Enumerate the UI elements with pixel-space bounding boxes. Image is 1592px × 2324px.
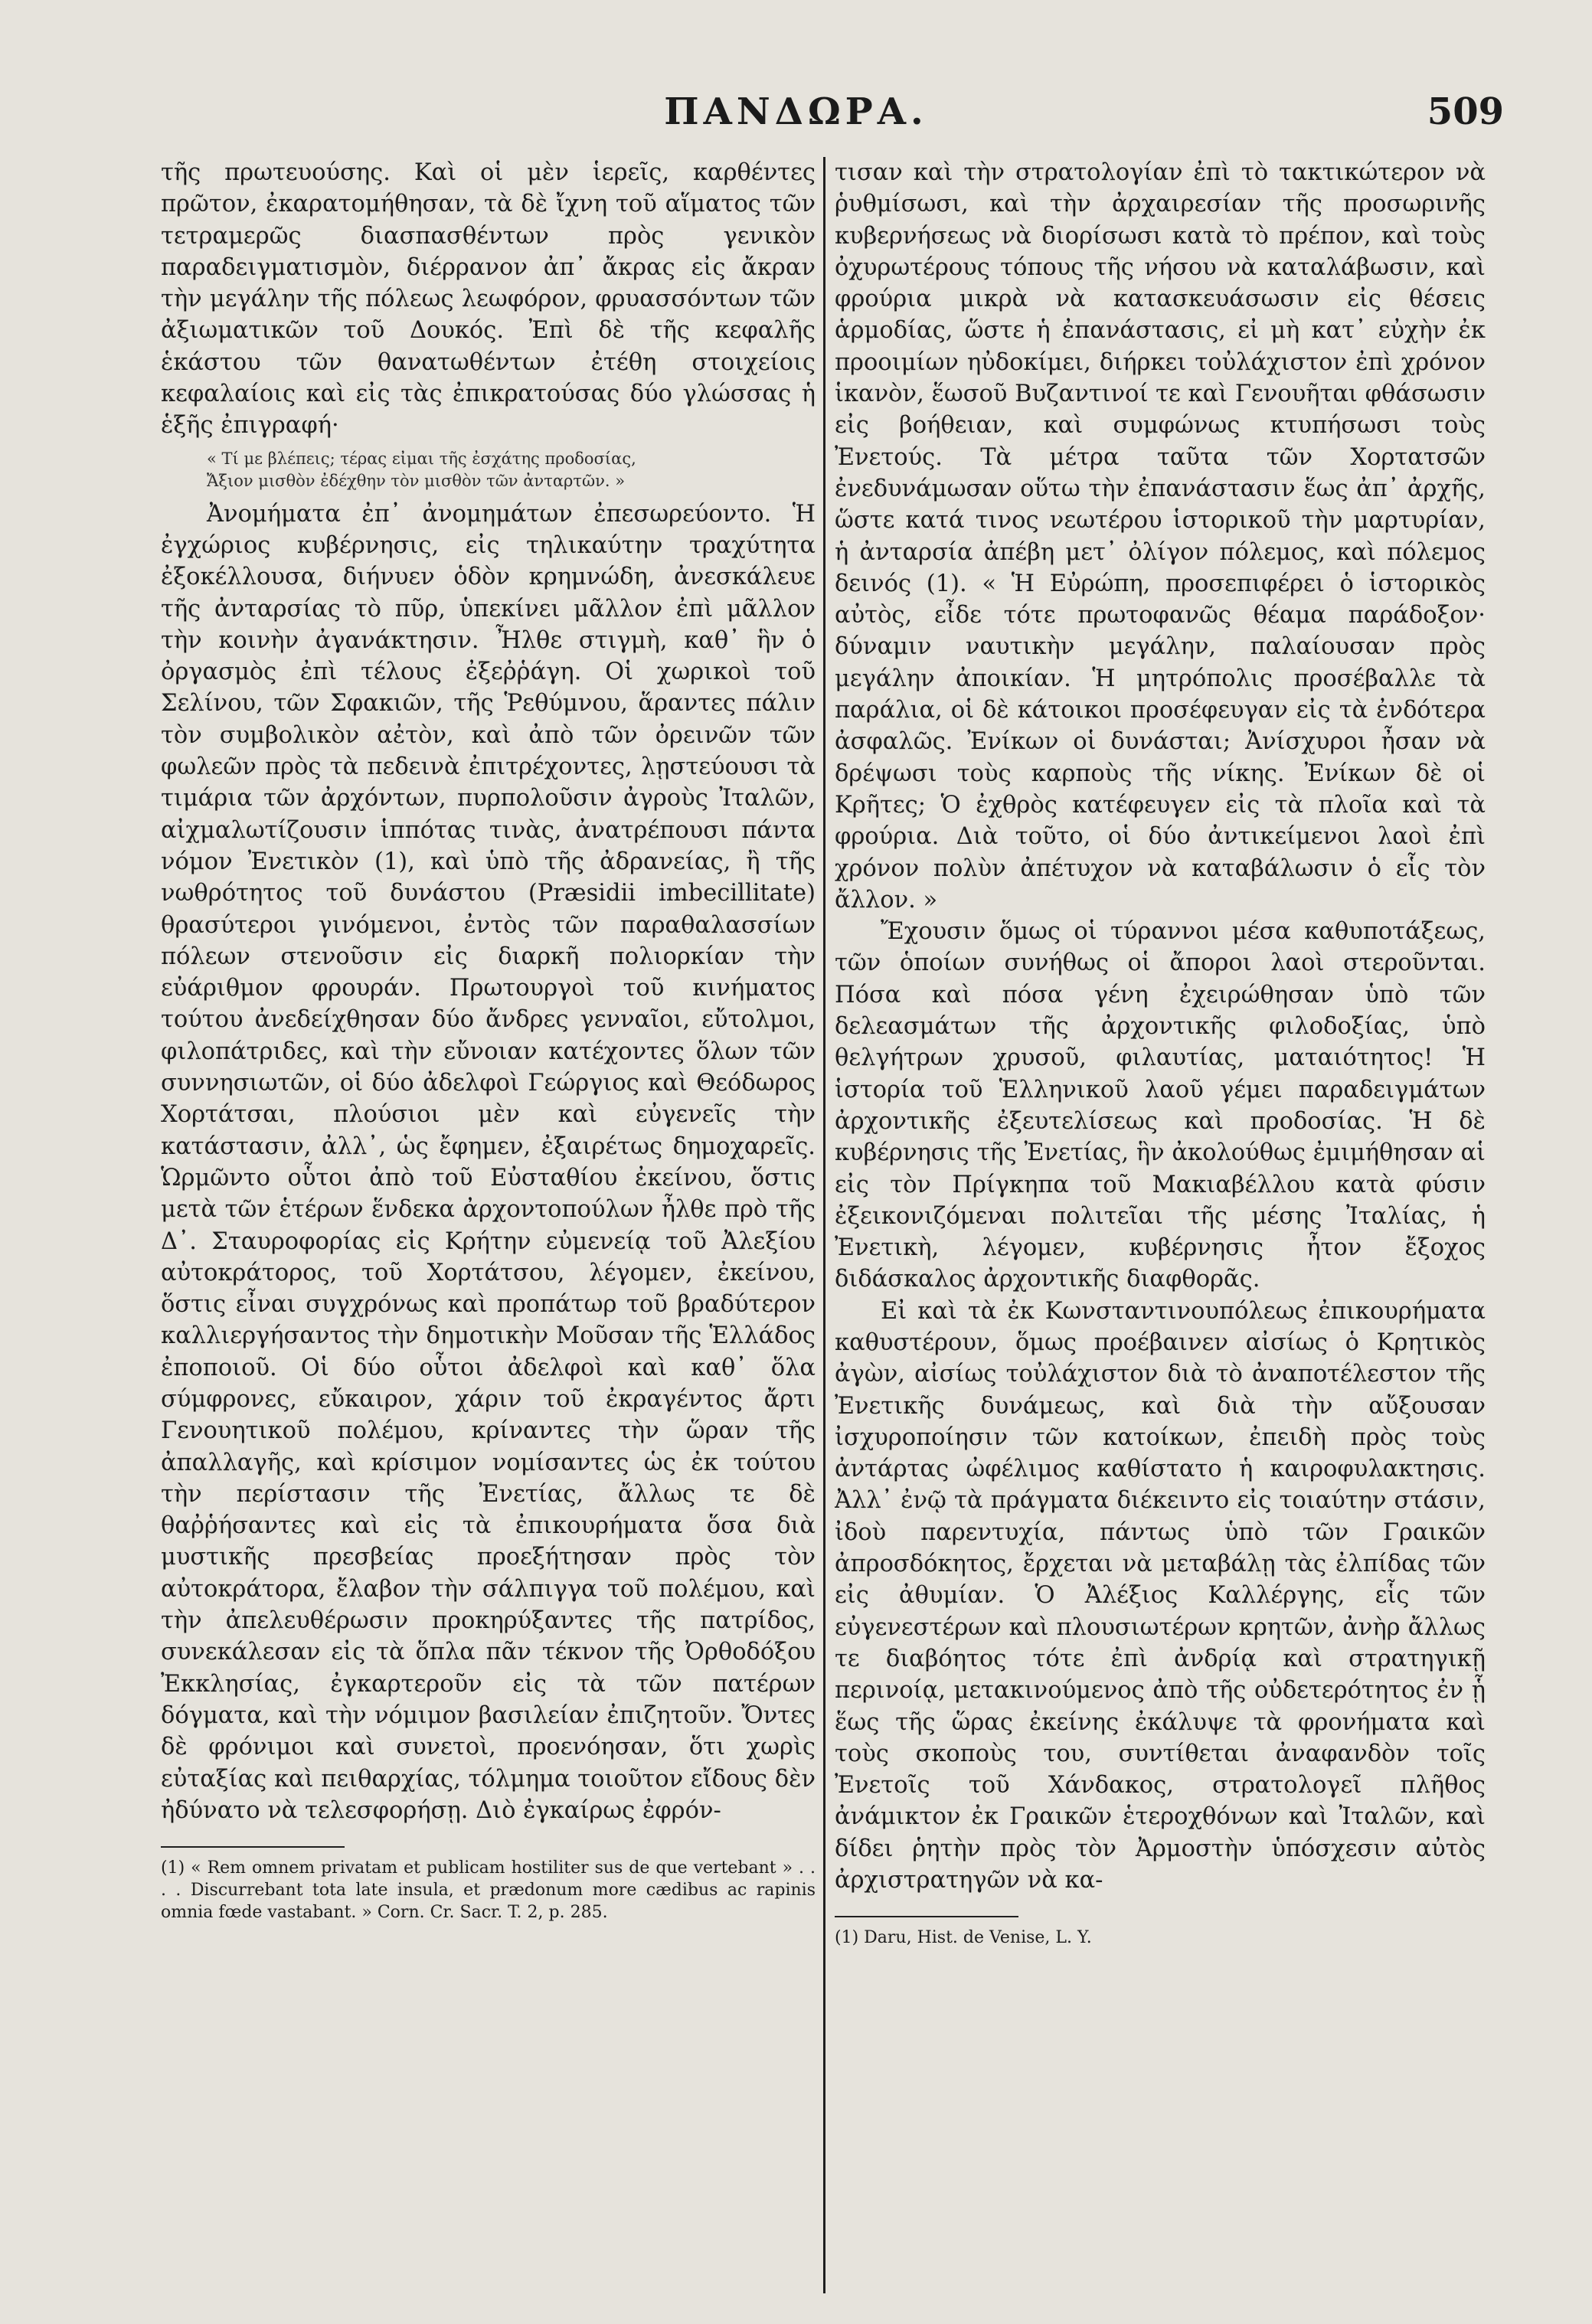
page-number: 509: [1427, 90, 1504, 133]
paragraph: τῆς πρωτευούσης. Καὶ οἱ μὲν ἱερεῖς, καρθέντες πρῶτον, ἐκαρατομήθησαν, τὰ δὲ ἴχνη τοῦ αἵματος τῶν τετραμερῶς διασπασθέντων πρὸς γενικὸν παραδειγματισμὸν, διέρρανον ἀπ᾽ ἄκρας εἰς ἄκραν τὴν μεγάλην τῆς πόλεως λεωφόρον, φρυασσόντων τῶν ἀξιωματικῶν τοῦ Δουκός. Ἐπὶ δὲ τῆς κεφαλῆς ἑκάστου τῶν θανατωθέντων ἐτέθη στοιχείοις κεφαλαίοις καὶ εἰς τὰς ἐπικρατούσας δύο γλώσσας ἡ ἑξῆς ἐπιγραφή·: [161, 159, 816, 440]
paragraph: Εἰ καὶ τὰ ἐκ Κωνσταντινουπόλεως ἐπικουρήματα καθυστέρουν, ὅμως προέβαινεν αἰσίως ὁ Κρητικὸς ἀγὼν, αἰσίως τοὐλάχιστον διὰ τὸ ἀναποτέλεστον τῆς Ἐνετικῆς δυνάμεως, καὶ διὰ τὴν αὔξουσαν ἰσχυροποίησιν τῶν κατοίκων, ἐπειδὴ πρὸς τοὺς ἀντάρτας ὠφέλιμος καθίστατο ἡ καιροφυλακτησις. Ἀλλ᾽ ἐνῷ τὰ πράγματα διέκειντο εἰς τοιαύτην στάσιν, ἰδοὺ παρεντυχία, πάντως ὑπὸ τῶν Γραικῶν ἀπροσδόκητος, ἔρχεται νὰ μεταβάλῃ τὰς ἐλπίδας τῶν εἰς ἀθυμίαν. Ὁ Ἀλέξιος Καλλέργης, εἷς τῶν εὐγενεστέρων καὶ πλουσιωτέρων κρητῶν, ἀνὴρ ἄλλως τε διαβόητος τότε ἐπὶ ἀνδρίᾳ καὶ στρατηγικῇ περινοίᾳ, μετακινούμενος ἀπὸ τῆς οὐδετερότητος ἐν ᾗ ἕως τῆς ὥρας ἐκείνης ἐκάλυψε τὰ φρονήματα καὶ τοὺς σκοποὺς του, συντίθεται ἀναφανδὸν τοῖς Ἐνετοῖς τοῦ Χάνδακος, στρατολογεῖ πλῆθος ἀνάμικτον ἐκ Γραικῶν ἑτεροχθόνων καὶ Ἰταλῶν, καὶ δίδει ῥητὴν πρὸς τὸν Ἀρμοστὴν ὑπόσχεσιν αὐτὸς ἀρχιστρατηγῶν νὰ κα-: [835, 1297, 1486, 1894]
left-column: [161, 157, 816, 2293]
journal-title: ΠΑΝΔΩΡΑ.: [664, 90, 928, 133]
paragraph: Ἔχουσιν ὅμως οἱ τύραννοι μέσα καθυποτάξεως, τῶν ὁποίων συνήθως οἱ ἄποροι λαοὶ στεροῦνται. Πόσα καὶ πόσα γένη ἐχειρώθησαν ὑπὸ τῶν δελεασμάτων τῆς ἀρχοντικῆς φιλοδοξίας, ὑπὸ θελγήτρων χρυσοῦ, φιλαυτίας, ματαιότητος! Ἡ ἱστορία τοῦ Ἑλληνικοῦ λαοῦ γέμει παραδειγμάτων ἀρχοντικῆς ἐξευτελίσεως καὶ προδοσίας. Ἡ δὲ κυβέρνησις τῆς Ἐνετίας, ἣν ἀκολούθως ἐμιμήθησαν αἱ εἰς τὸν Πρίγκηπα τοῦ Μακιαβέλλου κατὰ φύσιν ἐξεικονιζόμεναι πολιτεῖαι τῆς μέσης Ἰταλίας, ἡ Ἐνετικὴ, λέγομεν, κυβέρνησις ἦτον ἔξοχος διδάσκαλος ἀρχοντικῆς διαφθορᾶς.: [835, 918, 1486, 1293]
paragraph: τισαν καὶ τὴν στρατολογίαν ἐπὶ τὸ τακτικώτερον νὰ ῥυθμίσωσι, καὶ τὴν ἀρχαιρεσίαν τῆς προσωρινῆς κυβερνήσεως νὰ διορίσωσι κατὰ τὸ πρέπον, καὶ τοὺς ὀχυρωτέρους τόπους τῆς νήσου νὰ καταλάβωσιν, καὶ φρούρια μικρὰ νὰ κατασκευάσωσιν εἰς θέσεις ἁρμοδίας, ὥστε ἡ ἐπανάστασις, εἰ μὴ κατ᾽ εὐχὴν ἐκ προοιμίων ηὐδοκίμει, διήρκει τοὐλάχιστον ἐπὶ χρόνον ἱκανὸν, ἕωσοῦ Βυζαντινοί τε καὶ Γενουῆται φθάσωσιν εἰς βοήθειαν, καὶ συμφώνως κτυπήσωσι τοὺς Ἐνετούς. Τὰ μέτρα ταῦτα τῶν Χορτατσῶν ἐνεδυνάμωσαν οὕτω τὴν ἐπανάστασιν ἕως ἀπ᾽ ἀρχῆς, ὥστε κατά τινος νεωτέρου ἱστορικοῦ τὴν μαρτυρίαν, ἡ ἀνταρσία ἀπέβη μετ᾽ ὀλίγον πόλεμος, καὶ πόλεμος δεινός (1). « Ἡ Εὐρώπη, προσεπιφέρει ὁ ἱστορικὸς αὐτὸς, εἶδε τότε πρωτοφανῶς θέαμα παράδοξον· δύναμιν ναυτικὴν μεγάλην, παλαίουσαν πρὸς μεγάλην ἀποικίαν. Ἡ μητρόπολις προσέβαλλε τὰ παράλια, οἱ δὲ κάτοικοι προσέφευγαν εἰς τὰ ἐνδότερα ἀσφαλῶς. Ἐνίκων οἱ δυνάσται; Ἀνίσχυροι ἦσαν νὰ δρέψωσι τοὺς καρποὺς τῆς νίκης. Ἐνίκων δὲ οἱ Κρῆτες; Ὁ ἐχθρὸς κατέφευγεν εἰς τὰ πλοῖα καὶ τὰ φρούρια. Διὰ τοῦτο, οἱ δύο ἀντικείμενοι λαοὶ ἐπὶ χρόνον πολὺν ἀπέτυχον νὰ καταβάλωσιν ὁ εἷς τὸν ἄλλον. »: [835, 159, 1486, 914]
column-divider: [823, 157, 825, 2293]
footnote-rule: [835, 1916, 1018, 1917]
right-column: [835, 157, 1486, 2293]
inscription-quote: [207, 448, 816, 492]
running-header: [0, 90, 1592, 144]
footnote: (1) Daru, Hist. de Venise, L. Y.: [835, 1928, 1092, 1948]
footnote-rule: [161, 1846, 345, 1848]
paragraph: Ἀνομήματα ἐπ᾽ ἀνομημάτων ἐπεσωρεύοντο. Ἡ ἐγχώριος κυβέρνησις, εἰς τηλικαύτην τραχύτητα ἐξοκέλλουσα, διήνυεν ὁδὸν κρημνώδη, ἀνεσκάλευε τῆς ἀνταρσίας τὸ πῦρ, ὑπεκίνει μᾶλλον ἐπὶ μᾶλλον τὴν κοινὴν ἀγανάκτησιν. Ἦλθε στιγμὴ, καθ᾽ ἣν ὁ ὀργασμὸς ἐπὶ τέλους ἐξεῤῥάγη. Οἱ χωρικοὶ τοῦ Σελίνου, τῶν Σφακιῶν, τῆς Ῥεθύμνου, ἅραντες πάλιν τὸν συμβολικὸν αἐτὸν, καὶ ἀπὸ τῶν ὀρεινῶν τῶν φωλεῶν πρὸς τὰ πεδεινὰ ἐπιτρέχοντες, λῃστεύουσι τὰ τιμάρια τῶν ἀρχόντων, πυρπολοῦσιν ἀγροὺς Ἰταλῶν, αἰχμαλωτίζουσιν ἱππότας τινὰς, ἀνατρέπουσι πάντα νόμον Ἐνετικὸν (1), καὶ ὑπὸ τῆς ἀδρανείας, ἢ τῆς νωθρότητος τοῦ δυνάστου (Præsidii imbecillitate) θρασύτεροι γινόμενοι, ἐντὸς τῶν παραθαλασσίων πόλεων στενοῦσιν εἰς διαρκῆ πολιορκίαν τὴν εὐάριθμον φρουράν. Πρωτουργοὶ τοῦ κινήματος τούτου ἀνεδείχθησαν δύο ἄνδρες γενναῖοι, εὔτολμοι, φιλοπάτριδες, καὶ τὴν εὔνοιαν κατέχοντες ὅλων τῶν συννησιωτῶν, οἱ δύο ἀδελφοὶ Γεώργιος καὶ Θεόδωρος Χορτάτσαι, πλούσιοι μὲν καὶ εὐγενεῖς τὴν κατάστασιν, ἀλλ᾽, ὡς ἔφημεν, ἐξαιρέτως δημοχαρεῖς. Ὡρμῶντο οὗτοι ἀπὸ τοῦ Εὐσταθίου ἐκείνου, ὅστις μετὰ τῶν ἑτέρων ἕνδεκα ἀρχοντοπούλων ἦλθε πρὸ τῆς Δ᾽. Σταυροφορίας εἰς Κρήτην εὐμενείᾳ τοῦ Ἀλεξίου αὐτοκράτορος, τοῦ Χορτάτσου, λέγομεν, ἐκείνου, ὅστις εἶναι συγχρόνως καὶ προπάτωρ τοῦ βραδύτερον καλλιεργήσαντος τὴν δημοτικὴν Μοῦσαν τῆς Ἑλλάδος ἐποποιοῦ. Οἱ δύο οὗτοι ἀδελφοὶ καὶ καθ᾽ ὅλα σύμφρονες, εὔκαιρον, χάριν τοῦ ἐκραγέντος ἄρτι Γενουητικοῦ πολέμου, κρίναντες τὴν ὥραν τῆς ἀπαλλαγῆς, καὶ κρίσιμον νομίσαντες ὡς ἐκ τούτου τὴν περίστασιν τῆς Ἐνετίας, ἄλλως τε δὲ θαῤῥήσαντες καὶ εἰς τὰ ἐπικουρήματα ὅσα διὰ μυστικῆς πρεσβείας προεξήτησαν πρὸς τὸν αὐτοκράτορα, ἔλαβον τὴν σάλπιγγα τοῦ πολέμου, καὶ τὴν ἀπελευθέρωσιν προκηρύξαντες τῆς πατρίδος, συνεκάλεσαν εἰς τὰ ὅπλα πᾶν τέκνον τῆς Ὀρθοδόξου Ἐκκλησίας, ἐγκαρτεροῦν εἰς τὰ τῶν πατέρων δόγματα, καὶ τὴν νόμιμον βασιλείαν ἐπιζητοῦν. Ὄντες δὲ φρόνιμοι καὶ συνετοὶ, προενόησαν, ὅτι χωρὶς εὐταξίας καὶ πειθαρχίας, τόλμημα τοιοῦτον εἴδους δὲν ἠδύνατο νὰ τελεσφορήσῃ. Διὸ ἐγκαίρως ἐφρόν-: [161, 500, 816, 1824]
quote-line: « Τί με βλέπεις; τέρας εἰμαι τῆς ἐσχάτης προδοσίας,: [207, 449, 636, 468]
quote-line: Ἄξιον μισθὸν ἐδέχθην τὸν μισθὸν τῶν ἀνταρτῶν. »: [207, 471, 626, 490]
footnote: (1) « Rem omnem privatam et publicam hostiliter sus de que vertebant » . . . . Discurrebant tota late insula, et prædonum more cædibus ac rapinis omnia fœde vastabant. » Corn. Cr. Sacr. T. 2, p. 285.: [161, 1858, 816, 1923]
